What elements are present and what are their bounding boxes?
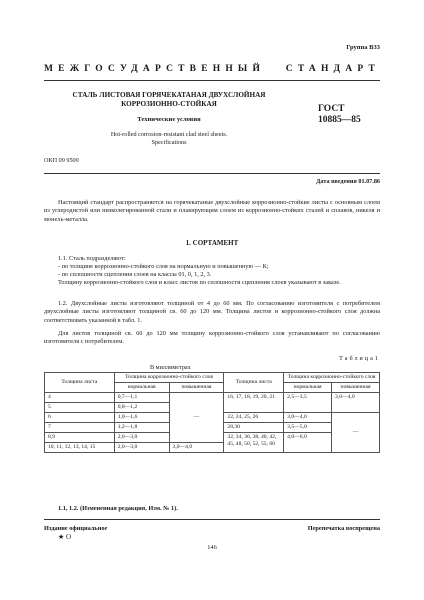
english-title: [44, 131, 294, 146]
table-header-row: [45, 373, 380, 383]
clause-1-2-b: Для листов толщиной св. 60 до 120 мм толщину коррозионно-стойкого слоя устанавливают по согласованию изготовителя с потребителем.: [44, 330, 380, 346]
table-cell: 3,0—4,0: [284, 413, 332, 423]
table-cell-dash: —: [169, 393, 224, 443]
effective-date-label: Дата введения: [316, 178, 357, 185]
group-code: Группа В33: [346, 44, 380, 51]
clause-1-1-a: - по толщине коррозионно-стойкого слоя на нормальную и повышенную — К;: [58, 263, 269, 270]
reprint-prohibited: Перепечатка воспрещена: [307, 525, 380, 532]
header-rule: [44, 80, 380, 81]
english-title-line-2: Specifications: [151, 138, 187, 146]
effective-date-value: 01.07.86: [358, 178, 380, 185]
table-cell: 2,0—3,0: [114, 433, 169, 443]
table-cell: 8,9: [45, 433, 115, 443]
table-cell: 2,5—3,5: [284, 393, 332, 413]
header-layer-thickness: Толщина коррозионно-стойкого слоя: [114, 373, 224, 383]
gost-code: 10885—85: [318, 115, 361, 125]
okp-rule: [44, 173, 380, 174]
official-edition: Издание официальное: [44, 525, 108, 532]
clause-1-1: 1.1. Сталь подразделяют:: [58, 255, 126, 262]
table-cell: 3,5—5,0: [284, 423, 332, 433]
table-cell: 1,0—1,6: [114, 413, 169, 423]
intro-paragraph: Настоящий стандарт распространяется на горячекатаные двухслойные коррозионно-стойкие листы с основным слоем из углеродистой или низколегированной стали и плакирующим слоем из коррозионно-стойких сталей и сплавов, никеля и монель-металла.: [44, 199, 380, 223]
table-cell-dash: —: [332, 413, 380, 453]
edition-marks: ★ О: [58, 533, 72, 541]
table-cell: 0,7—1,1: [114, 393, 169, 403]
header-increased: повышенная: [169, 383, 224, 393]
table-cell: 16, 17, 18, 19, 20, 21: [224, 393, 284, 413]
header-sheet-thickness: Толщина листа: [45, 373, 115, 393]
gost-label: ГОСТ: [318, 104, 345, 114]
table-cell: 28,30: [224, 423, 284, 433]
table-row: [45, 393, 380, 403]
table-cell: 4: [45, 393, 115, 403]
header-layer-thickness-2: Толщина коррозионно-стойкого слоя: [284, 373, 380, 383]
table-cell: 10, 11, 12, 13, 14, 15: [45, 443, 115, 453]
table-units: В миллиметрах: [150, 364, 191, 371]
table-cell: 3,0—4,0: [169, 443, 224, 453]
interstate-word: МЕЖГОСУДАРСТВЕННЫЙ: [44, 64, 266, 74]
table-cell: 3,0—4,0: [332, 393, 380, 413]
section-heading: 1. СОРТАМЕНТ: [185, 239, 239, 247]
amendment-note-text: 1.1, 1.2. (Измененная редакция, Изм. № 1).: [58, 505, 178, 512]
clause-1-1-b: - по сплошности сцепления слоев на классы 01, 0, 1, 2, 3.: [58, 271, 212, 278]
thickness-table: [44, 372, 380, 453]
header-normal: нормальная: [114, 383, 169, 393]
amendment-note: [58, 505, 178, 513]
table-cell: 4,0—6,0: [284, 433, 332, 453]
header-normal-2: нормальная: [284, 383, 332, 393]
table-cell: 7: [45, 423, 115, 433]
clause-1-1-c: Толщину коррозионно-стойкого слоя и класс листов по сплошности сцепления слоев указывают в заказе.: [58, 279, 341, 286]
table-cell: 5: [45, 403, 115, 413]
table-cell: 6: [45, 413, 115, 423]
footer-rule: [44, 519, 380, 520]
header-increased-2: повышенная: [332, 383, 380, 393]
header-sheet-thickness-2: Толщина листа: [224, 373, 284, 393]
table-cell: 32, 34, 36, 38, 40, 42, 45, 48, 50, 52, 55, 60: [224, 433, 284, 453]
gost-number: [318, 104, 361, 126]
effective-date: [316, 178, 380, 185]
interstate-standard-heading: [44, 64, 380, 74]
table-cell: 2,0—3,0: [114, 443, 169, 453]
table-cell: 0,8—1,2: [114, 403, 169, 413]
table-number: Таблица1: [339, 355, 380, 362]
document-title: [44, 91, 294, 108]
english-title-line-1: Hot-rolled corrosion-resistant clad steel sheets.: [110, 131, 228, 138]
page-number: 146: [207, 544, 217, 551]
clause-1-2: 1.2. Двухслойные листы изготовляют толщиной от 4 до 60 мм. По согласованию изготовителя с потребителем двухслойные листы изготовляют толщиной св. 60 до 120 мм. Толщина листов и коррозионно-стойкого слоя должна соответствовать указанной в табл. 1.: [44, 300, 380, 324]
standard-word: СТАНДАРТ: [285, 64, 380, 74]
table-cell: 22, 24, 25, 26: [224, 413, 284, 423]
table-cell: 1,2—1,8: [114, 423, 169, 433]
title-line-2: КОРРОЗИОННО-СТОЙКАЯ: [121, 99, 217, 108]
okp-code: ОКП 09 9500: [44, 157, 79, 164]
document-subtitle: Технические условия: [137, 116, 201, 123]
title-line-1: СТАЛЬ ЛИСТОВАЯ ГОРЯЧЕКАТАНАЯ ДВУХСЛОЙНАЯ: [72, 91, 266, 99]
